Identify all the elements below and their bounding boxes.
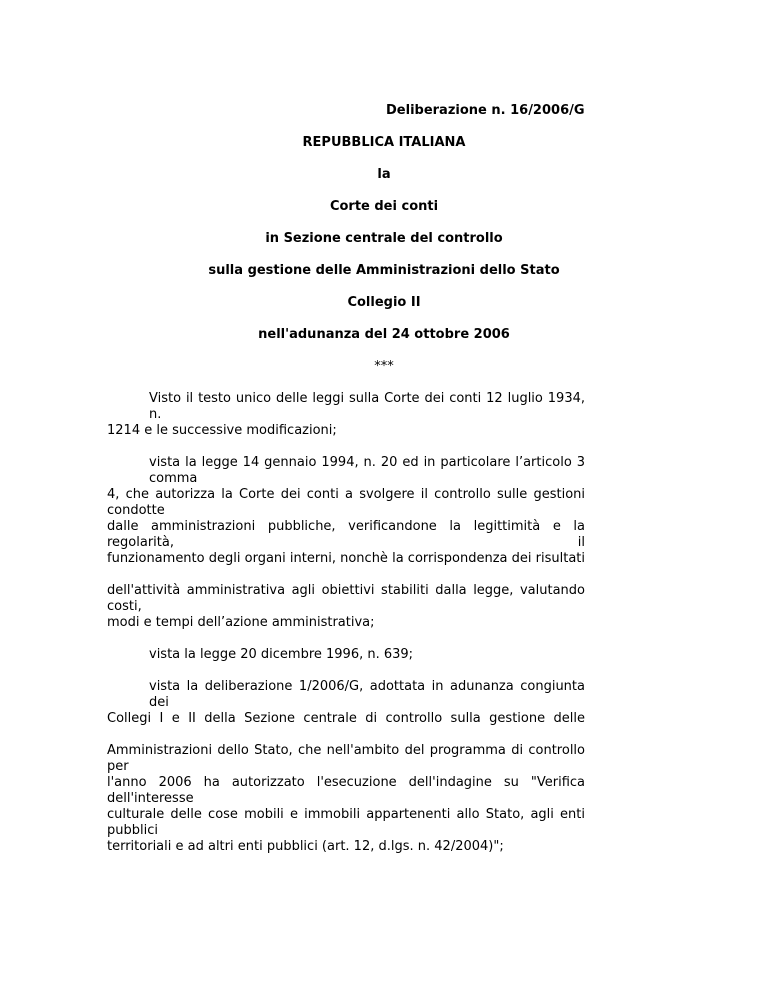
court-heading: Corte dei conti xyxy=(329,199,439,214)
paragraph-3-line-1: vista la legge 20 dicembre 1996, n. 639; xyxy=(149,647,414,662)
section-heading: in Sezione centrale del controllo xyxy=(265,231,503,246)
paragraph-4-line-1: vista la deliberazione 1/2006/G, adottata in adunanza congiunta dei xyxy=(149,679,585,710)
paragraph-4-line-6: territoriali e ad altri enti pubblici (art. 12, d.lgs. n. 42/2004)"; xyxy=(107,839,504,854)
article-heading: la xyxy=(377,167,391,182)
republic-heading: REPUBBLICA ITALIANA xyxy=(302,135,466,150)
paragraph-2-line-6: modi e tempi dell’azione amministrativa; xyxy=(107,615,375,630)
paragraph-1-line-2: 1214 e le successive modificazioni; xyxy=(107,423,337,438)
paragraph-2-line-1: vista la legge 14 gennaio 1994, n. 20 ed in particolare l’articolo 3 comma xyxy=(149,455,585,486)
paragraph-2-line-2: 4, che autorizza la Corte dei conti a svolgere il controllo sulle gestioni condotte xyxy=(107,487,585,518)
meeting-heading: nell'adunanza del 24 ottobre 2006 xyxy=(258,327,510,342)
deliberation-number: Deliberazione n. 16/2006/G xyxy=(386,103,585,118)
separator: *** xyxy=(374,359,394,374)
scope-heading: sulla gestione delle Amministrazioni dello Stato xyxy=(208,263,560,278)
college-heading: Collegio II xyxy=(347,295,421,310)
paragraph-1-line-1: Visto il testo unico delle leggi sulla Corte dei conti 12 luglio 1934, n. xyxy=(149,391,585,422)
paragraph-4-line-3: Amministrazioni dello Stato, che nell'ambito del programma di controllo per xyxy=(107,743,585,774)
paragraph-2-line-4: funzionamento degli organi interni, nonchè la corrispondenza dei risultati xyxy=(107,551,585,566)
paragraph-4-line-4: l'anno 2006 ha autorizzato l'esecuzione dell'indagine su "Verifica dell'interesse xyxy=(107,775,585,806)
paragraph-2-line-3: dalle amministrazioni pubbliche, verificandone la legittimità e la regolarità, il xyxy=(107,519,585,550)
paragraph-4-line-2: Collegi I e II della Sezione centrale di controllo sulla gestione delle xyxy=(107,711,585,726)
paragraph-4-line-5: culturale delle cose mobili e immobili appartenenti allo Stato, agli enti pubblici xyxy=(107,807,585,838)
paragraph-2-line-5: dell'attività amministrativa agli obiettivi stabiliti dalla legge, valutando costi, xyxy=(107,583,585,614)
